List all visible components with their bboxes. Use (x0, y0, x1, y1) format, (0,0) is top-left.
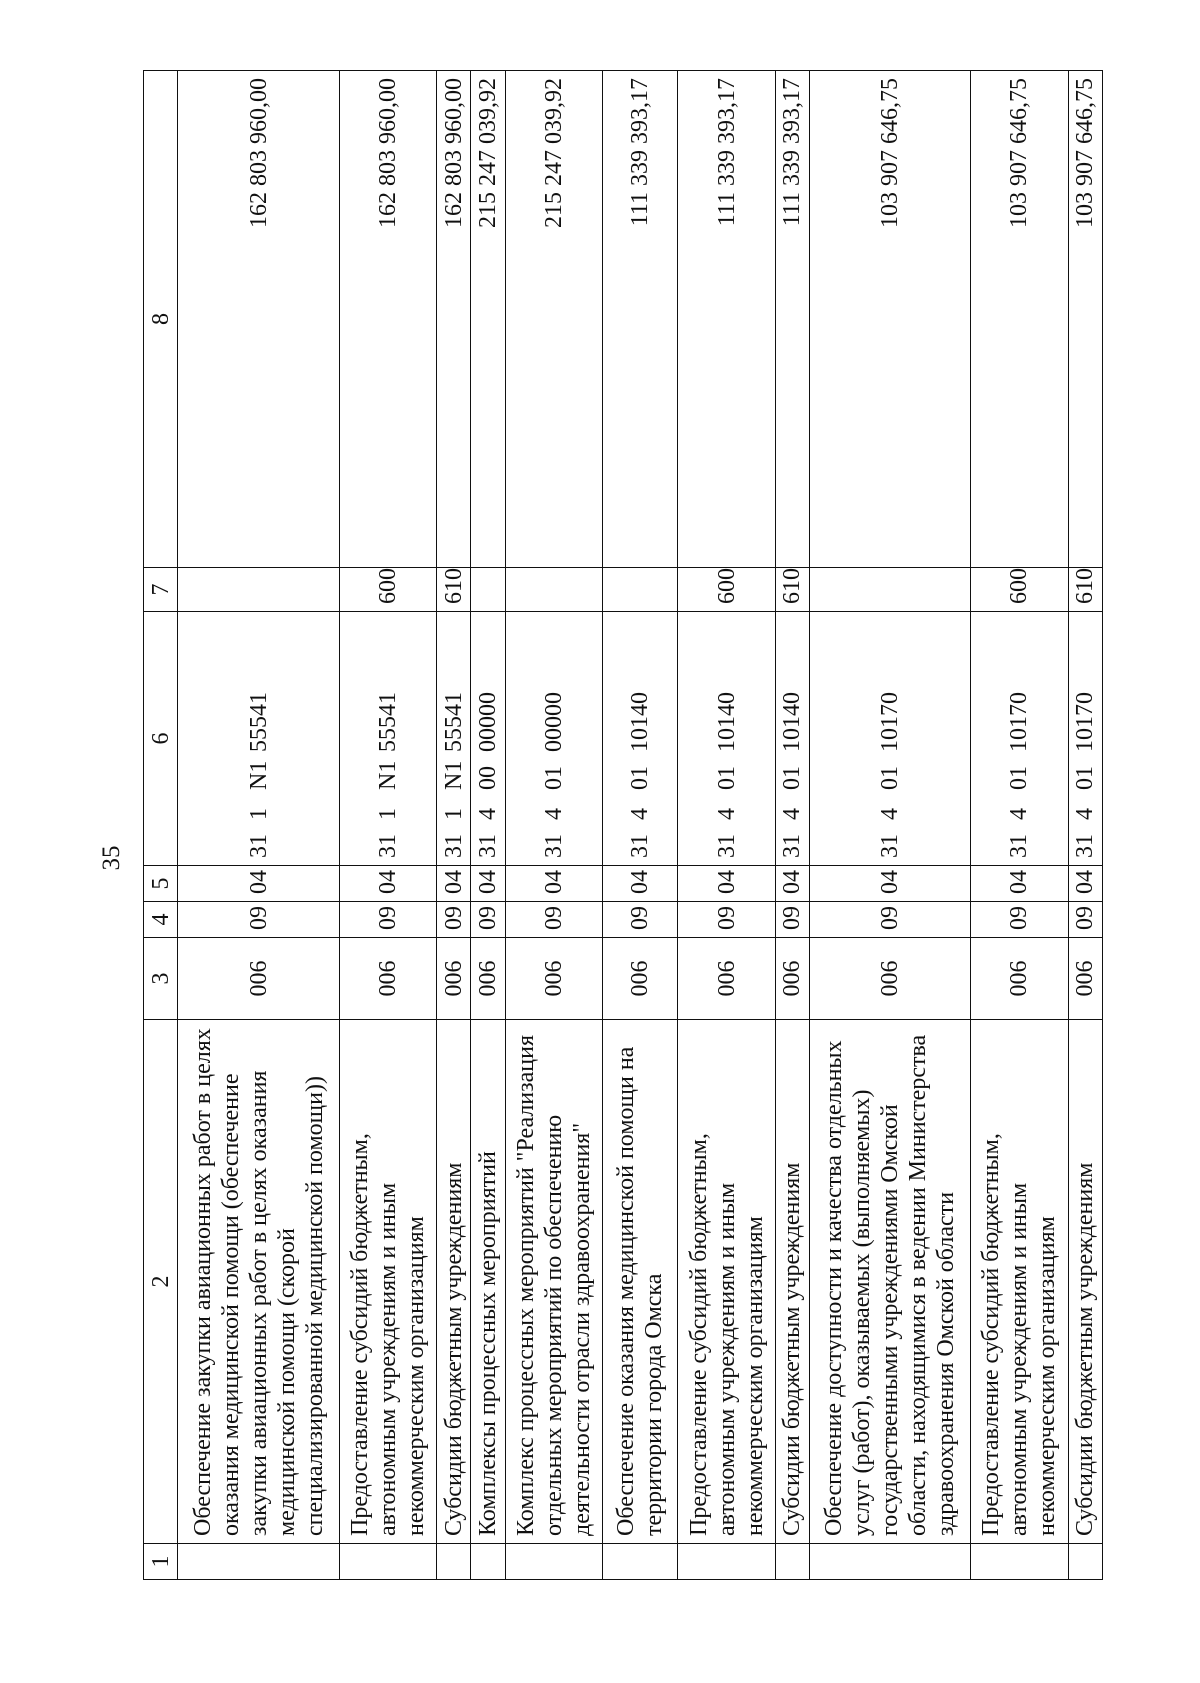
table-row (505, 71, 602, 1580)
table-row (809, 71, 970, 1580)
amount-cell: 215 247 039,92 (505, 71, 602, 568)
amount-cell: 111 339 393,17 (775, 71, 809, 568)
admin-code-cell: 006 (339, 938, 436, 1020)
target-article-part: 4 (474, 808, 501, 820)
target-article-part: 31 (1006, 834, 1033, 858)
expense-type-cell: 610 (436, 568, 470, 612)
target-article-part: 10140 (627, 692, 654, 752)
target-article-part: N1 (245, 760, 272, 790)
target-article-part: 4 (1006, 808, 1033, 820)
target-article-part: 01 (1072, 766, 1099, 790)
admin-code-cell: 006 (471, 938, 505, 1020)
table-row (178, 71, 339, 1580)
admin-code-cell: 006 (602, 938, 678, 1020)
section-code-cell: 09 (471, 902, 505, 938)
target-article-part: 01 (713, 766, 740, 790)
target-article-cell (1068, 612, 1102, 866)
target-article-part: 1 (374, 808, 401, 820)
description-cell: Комплексы процессных мероприятий (471, 1020, 505, 1544)
target-article-cell (602, 612, 678, 866)
admin-code-cell: 006 (971, 938, 1068, 1020)
target-article-cell (178, 612, 339, 866)
target-article-part: 4 (627, 808, 654, 820)
subsection-code-cell: 04 (602, 866, 678, 902)
expense-type-cell (809, 568, 970, 612)
target-article-part: 4 (713, 808, 740, 820)
description-cell: Субсидии бюджетным учреждениям (436, 1020, 470, 1544)
target-article-part: 01 (779, 766, 806, 790)
subsection-code-cell: 04 (971, 866, 1068, 902)
amount-cell: 103 907 646,75 (971, 71, 1068, 568)
target-article-part: 4 (877, 808, 904, 820)
subsection-code-cell: 04 (809, 866, 970, 902)
subsection-code-cell: 04 (1068, 866, 1102, 902)
target-article-cell (678, 612, 775, 866)
header-cell: 2 (144, 1020, 178, 1544)
expense-type-cell (505, 568, 602, 612)
admin-code-cell: 006 (178, 938, 339, 1020)
section-code-cell: 09 (602, 902, 678, 938)
budget-table-rotated (143, 71, 1103, 1580)
expense-type-cell (471, 568, 505, 612)
amount-cell: 162 803 960,00 (436, 71, 470, 568)
target-article-part: 00 (474, 766, 501, 790)
description-cell: Предоставление субсидий бюджетным, автономным учреждениям и иным некоммерческим организациям (971, 1020, 1068, 1544)
description-cell: Обеспечение закупки авиационных работ в целях оказания медицинской помощи (обеспечение закупки авиационных работ в целях оказания медицинской помощи (скорой специализированной медицинской помощи)) (178, 1020, 339, 1544)
row-number-cell (809, 1544, 970, 1580)
section-code-cell: 09 (178, 902, 339, 938)
table-row (775, 71, 809, 1580)
expense-type-cell: 600 (339, 568, 436, 612)
admin-code-cell: 006 (1068, 938, 1102, 1020)
target-article-part: N1 (440, 760, 467, 790)
admin-code-cell: 006 (809, 938, 970, 1020)
target-article-part: 31 (474, 834, 501, 858)
description-cell: Комплекс процессных мероприятий "Реализация отдельных мероприятий по обеспечению деятельности отрасли здравоохранения" (505, 1020, 602, 1544)
description-cell: Обеспечение доступности и качества отдельных услуг (работ), оказываемых (выполняемых) государственными учреждениями Омской области, находящимися в ведении Министерства здравоохранения Омской области (809, 1020, 970, 1544)
section-code-cell: 09 (775, 902, 809, 938)
target-article-part: 10170 (1072, 692, 1099, 752)
target-article-part: 01 (540, 766, 567, 790)
target-article-part: 31 (779, 834, 806, 858)
target-article-cell (971, 612, 1068, 866)
description-cell: Субсидии бюджетным учреждениям (775, 1020, 809, 1544)
header-row (144, 71, 178, 1580)
target-article-part: 10140 (713, 692, 740, 752)
target-article-part: 1 (245, 808, 272, 820)
header-cell: 7 (144, 568, 178, 612)
header-cell: 6 (144, 612, 178, 866)
header-cell: 5 (144, 866, 178, 902)
target-article-part: 00000 (540, 692, 567, 752)
target-article-part: 31 (245, 834, 272, 858)
header-cell: 8 (144, 71, 178, 568)
row-number-cell (602, 1544, 678, 1580)
target-article-cell (339, 612, 436, 866)
target-article-part: 01 (877, 766, 904, 790)
row-number-cell (1068, 1544, 1102, 1580)
target-article-part: 01 (627, 766, 654, 790)
subsection-code-cell: 04 (436, 866, 470, 902)
amount-cell: 103 907 646,75 (1068, 71, 1102, 568)
target-article-part: 01 (1006, 766, 1033, 790)
header-cell: 4 (144, 902, 178, 938)
row-number-cell (178, 1544, 339, 1580)
target-article-cell (436, 612, 470, 866)
subsection-code-cell: 04 (775, 866, 809, 902)
section-code-cell: 09 (1068, 902, 1102, 938)
budget-table (143, 70, 1103, 1580)
section-code-cell: 09 (678, 902, 775, 938)
target-article-part: 55541 (374, 692, 401, 752)
target-article-part: N1 (374, 760, 401, 790)
row-number-cell (339, 1544, 436, 1580)
subsection-code-cell: 04 (178, 866, 339, 902)
target-article-part: 4 (540, 808, 567, 820)
target-article-part: 31 (1072, 834, 1099, 858)
row-number-cell (436, 1544, 470, 1580)
subsection-code-cell: 04 (471, 866, 505, 902)
expense-type-cell: 610 (775, 568, 809, 612)
target-article-part: 31 (877, 834, 904, 858)
expense-type-cell: 610 (1068, 568, 1102, 612)
expense-type-cell: 600 (971, 568, 1068, 612)
target-article-part: 10170 (877, 692, 904, 752)
target-article-part: 55541 (440, 692, 467, 752)
table-row (471, 71, 505, 1580)
target-article-part: 31 (374, 834, 401, 858)
target-article-cell (471, 612, 505, 866)
target-article-part: 4 (1072, 808, 1099, 820)
section-code-cell: 09 (436, 902, 470, 938)
page-number: 35 (98, 845, 125, 871)
expense-type-cell: 600 (678, 568, 775, 612)
amount-cell: 103 907 646,75 (809, 71, 970, 568)
target-article-cell (809, 612, 970, 866)
amount-cell: 162 803 960,00 (339, 71, 436, 568)
section-code-cell: 09 (971, 902, 1068, 938)
section-code-cell: 09 (339, 902, 436, 938)
target-article-part: 31 (440, 834, 467, 858)
row-number-cell (678, 1544, 775, 1580)
target-article-cell (505, 612, 602, 866)
target-article-cell (775, 612, 809, 866)
subsection-code-cell: 04 (678, 866, 775, 902)
expense-type-cell (178, 568, 339, 612)
table-row (339, 71, 436, 1580)
admin-code-cell: 006 (678, 938, 775, 1020)
amount-cell: 111 339 393,17 (602, 71, 678, 568)
target-article-part: 1 (440, 808, 467, 820)
subsection-code-cell: 04 (339, 866, 436, 902)
admin-code-cell: 006 (436, 938, 470, 1020)
target-article-part: 31 (713, 834, 740, 858)
section-code-cell: 09 (809, 902, 970, 938)
row-number-cell (471, 1544, 505, 1580)
description-cell: Предоставление субсидий бюджетным, автономным учреждениям и иным некоммерческим организациям (678, 1020, 775, 1544)
target-article-part: 00000 (474, 692, 501, 752)
table-row (436, 71, 470, 1580)
table-row (971, 71, 1068, 1580)
expense-type-cell (602, 568, 678, 612)
header-cell: 3 (144, 938, 178, 1020)
admin-code-cell: 006 (775, 938, 809, 1020)
description-cell: Обеспечение оказания медицинской помощи на территории города Омска (602, 1020, 678, 1544)
row-number-cell (971, 1544, 1068, 1580)
target-article-part: 4 (779, 808, 806, 820)
target-article-part: 55541 (245, 692, 272, 752)
table-row (1068, 71, 1102, 1580)
table-row (678, 71, 775, 1580)
row-number-cell (505, 1544, 602, 1580)
subsection-code-cell: 04 (505, 866, 602, 902)
target-article-part: 10170 (1006, 692, 1033, 752)
table-row (602, 71, 678, 1580)
amount-cell: 162 803 960,00 (178, 71, 339, 568)
description-cell: Предоставление субсидий бюджетным, автономным учреждениям и иным некоммерческим организациям (339, 1020, 436, 1544)
target-article-part: 31 (540, 834, 567, 858)
row-number-cell (775, 1544, 809, 1580)
amount-cell: 215 247 039,92 (471, 71, 505, 568)
section-code-cell: 09 (505, 902, 602, 938)
target-article-part: 10140 (779, 692, 806, 752)
target-article-part: 31 (627, 834, 654, 858)
admin-code-cell: 006 (505, 938, 602, 1020)
description-cell: Субсидии бюджетным учреждениям (1068, 1020, 1102, 1544)
amount-cell: 111 339 393,17 (678, 71, 775, 568)
header-cell: 1 (144, 1544, 178, 1580)
